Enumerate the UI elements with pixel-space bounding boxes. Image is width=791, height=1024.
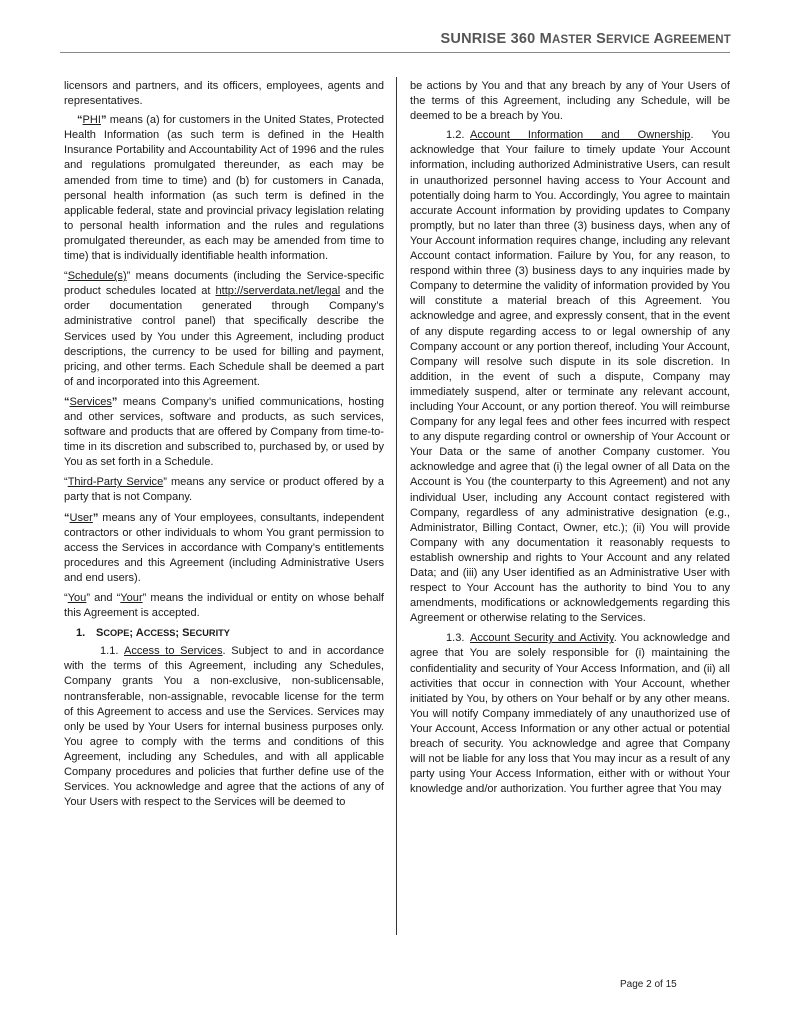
term-schedules: Schedule(s) xyxy=(67,270,127,283)
subsection-number: 1.1. xyxy=(100,645,119,658)
section-heading: 1. SCOPE; ACCESS; SECURITY xyxy=(76,626,384,641)
continued-text: be actions by You and that any breach by any of Your Users of the terms of this Agreement, including any Schedule, will be deemed to be a breach by You. xyxy=(410,80,730,123)
term-your: Your xyxy=(120,592,143,604)
subsection-number: 1.2. xyxy=(446,129,465,142)
definition-services: “Services” means Company’s unified communications, hosting and other services, software and products, as such services, software and products that are offered by Company from time-to-time in its discretion and subscribed to, purchased by, or used by You as set forth in a Schedule. xyxy=(64,395,384,469)
term-user: User xyxy=(69,511,93,524)
section-1-3: 1.3. Account Security and Activity. You acknowledge and agree that You are solely responsible for (i) maintaining the confidentiality and security of Your Access Information, and (ii) all activities that occur in connection with Your Account, whether initiated by You, by others on Your behalf or by any other means. You will notify Company immediately of any unauthorized use of Your Account, Access Information or any other actual or potential breach of security. You acknowledge and agree that Company will not be liable for any loss that You may incur as a result of any party using Your Access Information, either with or without Your knowledge and/or authorization. You further agree that You may xyxy=(410,632,730,796)
left-column xyxy=(64,79,384,815)
subsection-number: 1.3. xyxy=(446,632,465,645)
definition-schedules: “Schedule(s)” means documents (including the Service-specific product schedules located at http://serverdata.net/legal and the order documentation generated through Company’s administrative control panel) that specifically describe the Services used by You under this Agreement, including product descriptions, the currency to be used for billing and payment, pricing, and other terms. Each Schedule shall be deemed a part of and incorporated into this Agreement. xyxy=(64,270,384,388)
subsection-title: Account Security and Activity xyxy=(470,632,614,645)
subsection-title: Access to Services xyxy=(124,645,223,658)
right-column xyxy=(410,79,730,802)
term-services: Services xyxy=(69,395,112,408)
term-third-party-service: Third-Party Service xyxy=(67,476,164,489)
header-rule xyxy=(60,52,730,53)
continued-text: licensors and partners, and its officers, employees, agents and representatives. xyxy=(64,80,384,108)
legal-link[interactable]: http://serverdata.net/legal xyxy=(215,285,341,298)
term-you: You xyxy=(67,592,87,604)
section-number: 1. xyxy=(76,627,86,640)
column-divider xyxy=(396,77,397,935)
subsection-title: Account Information and Ownership xyxy=(470,129,691,142)
definition-third-party-service: “Third-Party Service” means any service or product offered by a party that is not Company. xyxy=(64,476,384,504)
section-1-1: 1.1. Access to Services. Subject to and in accordance with the terms of this Agreement, including any Schedules, Company grants You a non-exclusive, non-sublicensable, nontransferable, non-assignable, revocable license for the term of this Agreement to access and use the Services. Services may only be used by Your Users for internal business purposes only. You agree to comply with the terms and conditions of this Agreement, including any Schedules, and with all applicable Company procedures and policies that further define use of the Services. You acknowledge and agree that the actions of any of Your Users with respect to the Services will be deemed to xyxy=(64,645,384,809)
definition-user: “User” means any of Your employees, consultants, independent contractors or other individuals to whom You grant permission to access the Services in accordance with Company’s entitlements procedures and this Agreement (including Administrative Users and end users). xyxy=(64,511,384,584)
section-1-2: 1.2. Account Information and Ownership. You acknowledge that Your failure to timely update Your Account information, including authorized Administrative Users, can result in unauthorized personnel having access to Your Account and potentially doing harm to You. Accordingly, You agree to maintain accurate Account information by providing updates to Company promptly, but no later than three (3) business days, when any of Your Account information requires change, including any relevant Account contact information. Failure by You, for any reason, to respond within three (3) business days to any inquiries made by Company to determine the validity of information provided by You will constitute a material breach of this Agreement. You acknowledge and agree, and expressly consent, that in the event of any dispute regarding access to or legal ownership of any Company account or any portion thereof, including Your Account, Company will resolve such dispute in its sole discretion. In addition, in the event of such a dispute, Company may immediately suspend, alter or terminate any relevant account, including Your Account, or any portion thereof. You will reimburse Company for any legal fees and other fees incurred with respect to any dispute regarding control or ownership of Your Account or Your Data or the same of another Company customer. You acknowledge and agree that (i) the legal owner of all Data on the Account is You (the counterparty to this Agreement) and not any individual User, including any Account contact registered with Company, regardless of any administrative designation (e.g., Administrator, Billing Contact, Owner, etc.); (ii) You will provide Company with any documentation it reasonably requests to establish ownership and rights to Your Account and any related Data; and (iii) any User identified as an Administrative User with respect to Your Account has the authority to bind You to any amendments, modifications or acknowledgements regarding this Agreement or otherwise relating to the Services. xyxy=(410,129,730,625)
term-phi: PHI xyxy=(82,114,101,127)
definition-you: “You” and “Your” means the individual or entity on whose behalf this Agreement is accepted. xyxy=(64,592,384,620)
page-number: Page 2 of 15 xyxy=(620,979,677,990)
page-header: SUNRISE 360 MASTER SERVICE AGREEMENT xyxy=(440,31,731,47)
definition-phi: “PHI” means (a) for customers in the United States, Protected Health Information (as such term is defined in the Health Insurance Portability and Accountability Act of 1996 and the rules and regulations promulgated thereunder, as each may be amended from time to time) and (b) for customers in Canada, personal health information (as such term is defined in the applicable federal, state and provincial privacy legislation relating to personal health information and the rules and regulations promulgated thereunder, as each may be amended from time to time) that is individually identifiable health information. xyxy=(64,114,384,263)
